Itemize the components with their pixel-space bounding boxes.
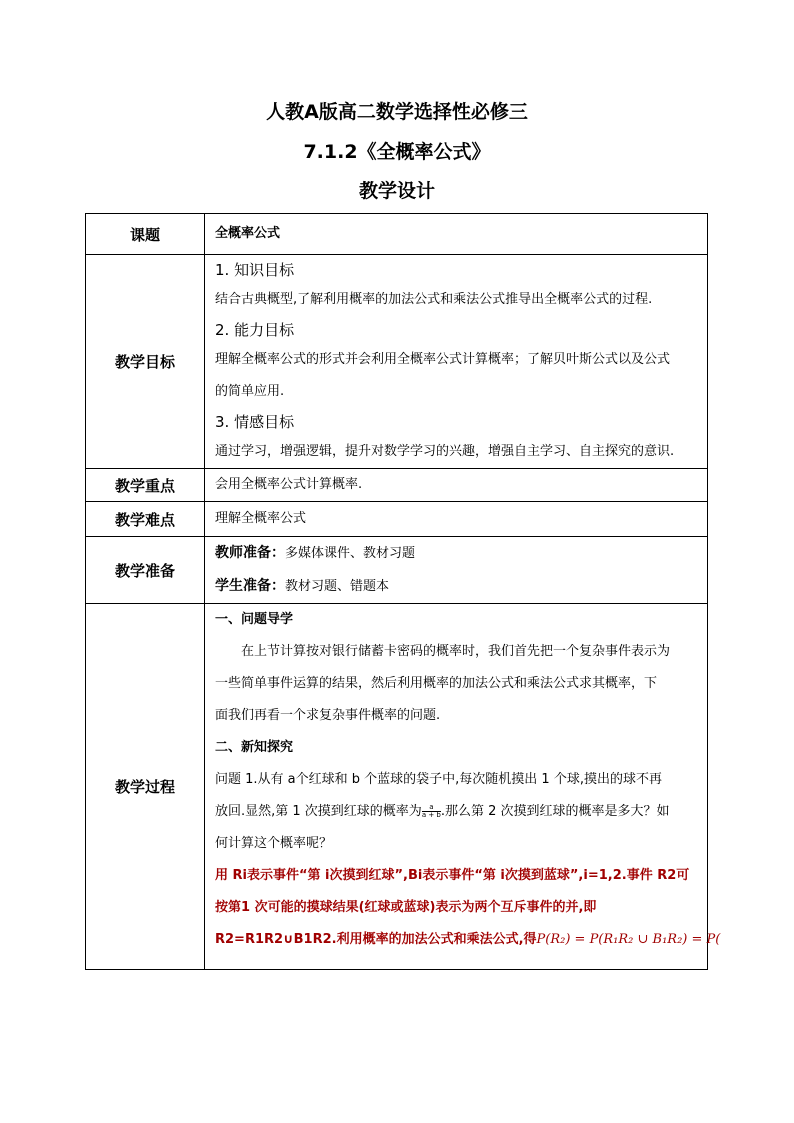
question1-line2-b: .那么第 2 次摸到红球的概率是多大？如 [440, 804, 670, 819]
goal1-text: 结合古典概型,了解利用概率的加法公式和乘法公式推导出全概率公式的过程. [215, 291, 653, 307]
fraction-denominator: a + b [421, 811, 441, 819]
difficulty-value: 理解全概率公式 [205, 502, 708, 537]
row-difficulty [86, 502, 708, 537]
section1-p1: 在上节计算按对银行储蓄卡密码的概率时，我们首先把一个复杂事件表示为 [241, 644, 671, 659]
probability-formula: P(R₂) = P(R₁R₂ ∪ B₁R₂) = P( [536, 932, 721, 947]
process-content [205, 604, 721, 970]
student-prep-value: 教材习题、错题本 [285, 579, 390, 594]
section1-p2: 一些简单事件运算的结果，然后利用概率的加法公式和乘法公式求其概率，下 [215, 676, 658, 691]
key-value: 会用全概率公式计算概率. [205, 469, 708, 502]
red-text-line2: 按第1 次可能的摸球结果(红球或蓝球)表示为两个互斥事件的并,即 [215, 900, 597, 915]
goal3-title: 3. 情感目标 [215, 412, 295, 431]
doc-title-line1: 人教A版高二数学选择性必修三 [266, 101, 528, 123]
goal2-text-b: 的简单应用. [215, 383, 285, 399]
red-text-line3-a: R2=R1R2∪B1R2.利用概率的加法公式和乘法公式,得 [215, 932, 537, 947]
teacher-prep-label: 教师准备： [215, 545, 285, 561]
row-topic [86, 214, 708, 255]
lesson-plan-table [85, 213, 721, 970]
row-prep [86, 537, 708, 604]
section2-title: 二、新知探究 [215, 740, 294, 755]
goal1-title: 1. 知识目标 [215, 260, 295, 279]
question1-line2 [215, 796, 701, 828]
topic-value [205, 214, 708, 255]
row-goals [86, 255, 708, 469]
student-prep-label: 学生准备： [215, 578, 285, 594]
prep-content [205, 537, 708, 604]
goals-label: 教学目标 [86, 255, 205, 469]
goal3-text: 通过学习，增强逻辑，提升对数学学习的兴趣，增强自主学习、自主探究的意识. [215, 443, 675, 459]
teacher-prep [215, 537, 701, 570]
student-prep [215, 570, 701, 603]
topic-text: 全概率公式 [215, 226, 281, 241]
goal2-text-a: 理解全概率公式的形式并会利用全概率公式计算概率；了解贝叶斯公式以及公式 [215, 351, 671, 367]
fraction [422, 804, 441, 819]
red-text-line1: 用 Ri表示事件“第 i次摸到红球”,Bi表示事件“第 i次摸到蓝球”,i=1,2.事件 R2可 [215, 868, 690, 883]
goal2-title: 2. 能力目标 [215, 320, 295, 339]
question1-line1: 问题 1.从有 a个红球和 b 个蓝球的袋子中,每次随机摸出 1 个球,摸出的球不再 [215, 772, 662, 787]
red-text-line3 [215, 924, 721, 956]
row-process [86, 604, 708, 970]
fraction-numerator: a [422, 804, 441, 812]
row-key [86, 469, 708, 502]
goals-content [205, 255, 708, 469]
key-label: 教学重点 [86, 469, 205, 502]
prep-label: 教学准备 [86, 537, 205, 604]
question1-line3: 何计算这个概率呢？ [215, 836, 333, 851]
section1-title: 一、问题导学 [215, 612, 294, 627]
doc-title-line2: 7.1.2《全概率公式》 [303, 141, 491, 163]
question1-line2-a: 放回.显然,第 1 次摸到红球的概率为 [215, 804, 422, 819]
topic-label: 课题 [86, 214, 205, 255]
section1-p3: 面我们再看一个求复杂事件概率的问题. [215, 708, 441, 723]
process-label: 教学过程 [86, 604, 205, 970]
doc-title-line3: 教学设计 [358, 180, 435, 202]
difficulty-label: 教学难点 [86, 502, 205, 537]
teacher-prep-value: 多媒体课件、教材习题 [285, 546, 416, 561]
